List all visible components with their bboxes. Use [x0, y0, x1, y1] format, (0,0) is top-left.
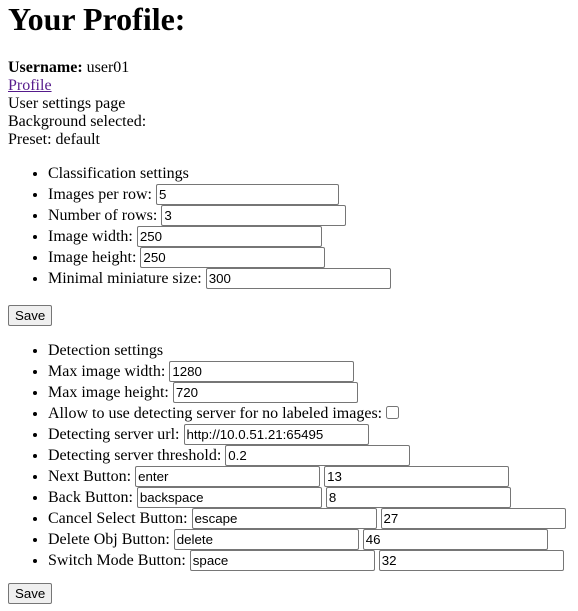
- max-width-input[interactable]: [169, 361, 354, 382]
- page-title: Your Profile:: [8, 1, 186, 37]
- max-height-label: Max image height:: [48, 384, 169, 401]
- server-url-input[interactable]: [184, 424, 369, 445]
- images-per-row-item: [48, 184, 570, 205]
- settings-page-text: User settings page: [8, 95, 126, 112]
- back-button-label: Back Button:: [48, 489, 133, 506]
- switch-mode-label: Switch Mode Button:: [48, 552, 186, 569]
- username-label: Username:: [8, 59, 83, 76]
- threshold-input[interactable]: [225, 445, 410, 466]
- min-size-label: Minimal miniature size:: [48, 270, 202, 287]
- max-height-item: [48, 382, 570, 403]
- cancel-key-input[interactable]: [192, 508, 377, 529]
- detection-settings-list: [8, 342, 570, 571]
- image-height-input[interactable]: [140, 247, 325, 268]
- max-width-item: [48, 361, 570, 382]
- cancel-code-input[interactable]: [381, 508, 566, 529]
- threshold-item: [48, 445, 570, 466]
- next-button-label: Next Button:: [48, 468, 132, 485]
- allow-server-checkbox[interactable]: [386, 406, 399, 419]
- max-width-label: Max image width:: [48, 363, 166, 380]
- cancel-select-item: [48, 508, 570, 529]
- switch-key-input[interactable]: [190, 550, 375, 571]
- delete-obj-item: [48, 529, 570, 550]
- username-value: user01: [86, 59, 130, 76]
- save-classification-button[interactable]: Save: [8, 305, 52, 326]
- cancel-select-label: Cancel Select Button:: [48, 510, 188, 527]
- detection-heading: • Detection settings: [48, 342, 570, 361]
- back-button-item: [48, 487, 570, 508]
- server-url-item: [48, 424, 570, 445]
- profile-link[interactable]: Profile: [8, 77, 52, 94]
- image-width-item: [48, 226, 570, 247]
- classification-heading: • Classification settings: [48, 165, 570, 184]
- background-selected-text: Background selected:: [8, 113, 147, 130]
- next-button-item: [48, 466, 570, 487]
- delete-obj-label: Delete Obj Button:: [48, 531, 170, 548]
- image-height-item: [48, 247, 570, 268]
- server-url-label: Detecting server url:: [48, 426, 180, 443]
- max-height-input[interactable]: [173, 382, 358, 403]
- switch-mode-item: [48, 550, 570, 571]
- allow-server-label: Allow to use detecting server for no labeled images:: [48, 405, 383, 422]
- next-key-input[interactable]: [135, 466, 320, 487]
- classification-settings-list: [8, 165, 570, 289]
- image-width-label: Image width:: [48, 228, 133, 245]
- username-line: [8, 59, 570, 77]
- back-key-input[interactable]: [137, 487, 322, 508]
- rows-label: Number of rows:: [48, 207, 158, 224]
- min-size-item: [48, 268, 570, 289]
- allow-server-item: [48, 403, 570, 424]
- delete-code-input[interactable]: [363, 529, 548, 550]
- rows-input[interactable]: [161, 205, 346, 226]
- image-height-label: Image height:: [48, 249, 137, 266]
- images-per-row-input[interactable]: [156, 184, 339, 205]
- images-per-row-label: Images per row:: [48, 186, 152, 203]
- threshold-label: Detecting server threshold:: [48, 447, 222, 464]
- min-size-input[interactable]: [206, 268, 391, 289]
- switch-code-input[interactable]: [379, 550, 564, 571]
- delete-key-input[interactable]: [174, 529, 359, 550]
- back-code-input[interactable]: [326, 487, 511, 508]
- save-detection-button[interactable]: Save: [8, 583, 52, 604]
- next-code-input[interactable]: [324, 466, 509, 487]
- image-width-input[interactable]: [137, 226, 322, 247]
- preset-text: Preset: default: [8, 131, 100, 148]
- rows-item: [48, 205, 570, 226]
